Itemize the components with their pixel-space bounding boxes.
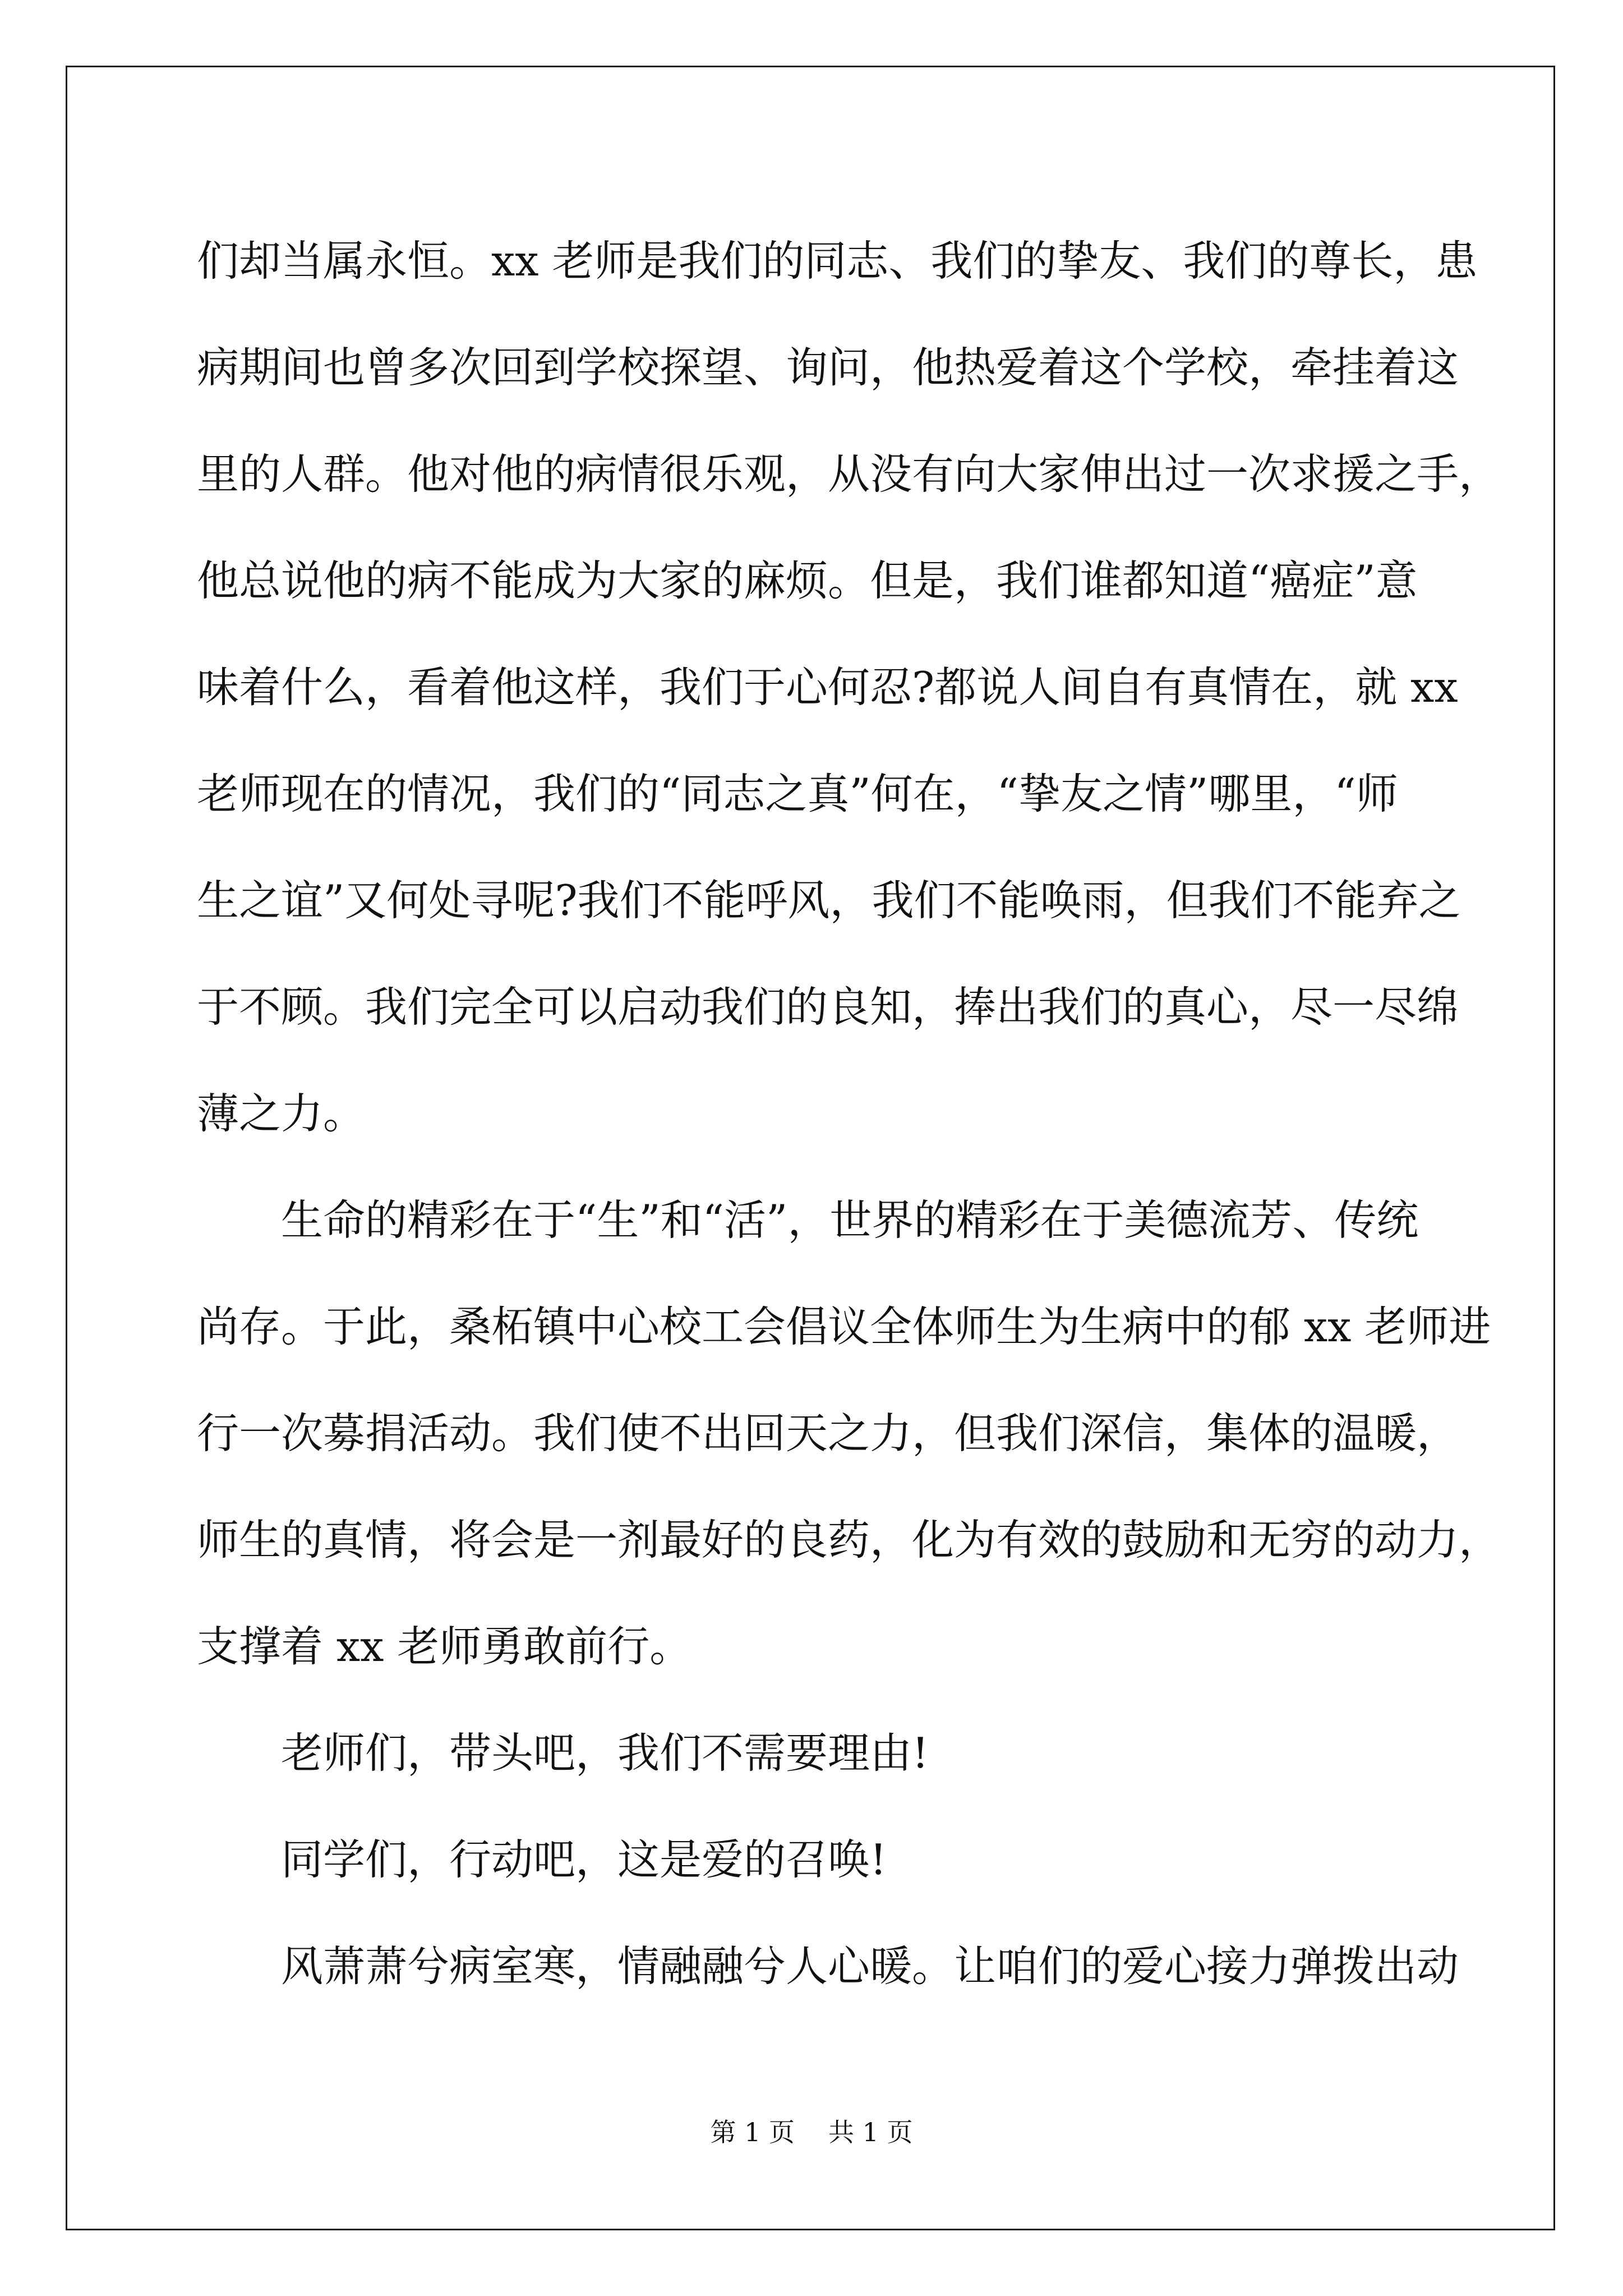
text-line-14: 支撑着 xx 老师勇敢前行。: [197, 1622, 692, 1671]
text-line-5: 味着什么，看着他这样，我们于心何忍?都说人间自有真情在，就 xx: [197, 662, 1458, 712]
text-line-11: 尚存。于此，桑柘镇中心校工会倡议全体师生为生病中的郁 xx 老师进: [197, 1302, 1491, 1351]
text-line-13: 师生的真情，将会是一剂最好的良药，化为有效的鼓励和无穷的动力，: [197, 1515, 1501, 1565]
text-line-16: 同学们，行动吧，这是爱的召唤!: [281, 1835, 887, 1884]
text-line-9: 薄之力。: [197, 1089, 366, 1138]
page-number-current: 第 1 页: [710, 2117, 795, 2147]
text-line-7: 生之谊”又何处寻呢?我们不能呼风，我们不能唤雨，但我们不能弃之: [197, 876, 1461, 925]
text-line-3: 里的人群。他对他的病情很乐观，从没有向大家伸出过一次求援之手，: [197, 449, 1501, 499]
page-number-total: 共 1 页: [828, 2117, 913, 2147]
text-line-8: 于不顾。我们完全可以启动我们的良知，捧出我们的真心，尽一尽绵: [197, 982, 1459, 1032]
text-line-2: 病期间也曾多次回到学校探望、询问，他热爱着这个学校，牵挂着这: [197, 343, 1459, 392]
document-body: [197, 208, 1501, 2019]
page-footer: [0, 2112, 1623, 2149]
text-line-15: 老师们，带头吧，我们不需要理由!: [281, 1728, 929, 1778]
text-line-6: 老师现在的情况，我们的“同志之真”何在，“挚友之情”哪里，“师: [197, 769, 1398, 818]
text-line-17: 风萧萧兮病室寒，情融融兮人心暖。让咱们的爱心接力弹拨出动: [281, 1941, 1459, 1991]
text-line-10: 生命的精彩在于“生”和“活”，世界的精彩在于美德流芳、传统: [281, 1195, 1419, 1245]
text-line-12: 行一次募捐活动。我们使不出回天之力，但我们深信，集体的温暖，: [197, 1409, 1459, 1458]
text-line-1: 们却当属永恒。xx 老师是我们的同志、我们的挚友、我们的尊长，患: [197, 236, 1478, 286]
text-line-4: 他总说他的病不能成为大家的麻烦。但是，我们谁都知道“癌症”意: [197, 556, 1418, 605]
